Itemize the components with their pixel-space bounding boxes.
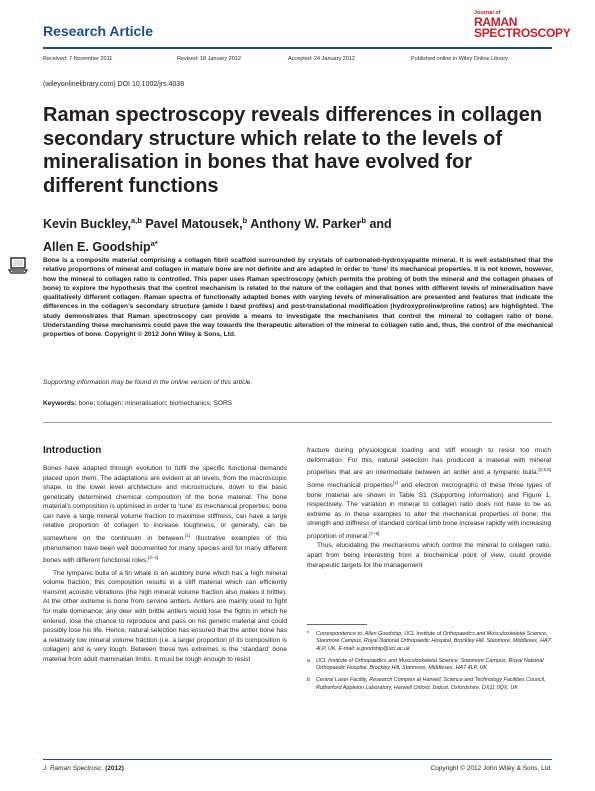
author-name[interactable]: Allen E. Goodship	[43, 240, 151, 255]
footnote-mark: b	[307, 677, 310, 684]
revised-date: Revised: 18 January 2012	[177, 56, 241, 62]
footnotes	[307, 631, 551, 697]
footnote-mark: *	[307, 631, 310, 637]
footnote-item	[307, 631, 551, 653]
footnote-text: UCL Institute of Orthopaedics and Musculoskeletal Science, Stanmore Campus, Royal National Orthopaedic Hospital, Brockley Hill, Stanmore, Middlesex, HA7 4LP, UK	[316, 657, 544, 672]
footer-copyright: Copyright © 2012 John Wiley & Sons, Ltd.	[430, 765, 552, 772]
citation-ref[interactable]: [1]	[392, 479, 398, 485]
body-paragraph: The tympanic bulla of a fin whale is an auditory bone which has a high mineral volume fraction; this composition results in a stiff material which can efficiently transmit acoustic vibrations (the high mineral volume fraction also makes it brittle). At the other extreme is bone from cervine antlers. Antlers are mainly used to fight for male dominance; any deer with brittle antlers would lose the fights in which he entered, lose the chance to reproduce and pass on his genetic material and could possibly lose his life. Hence, natural selection has ensured that the antler bone has a relatively low mineral volume fraction (i.e. a larger proportion of its composition is collagen) and is very tough. Between these two extremes is the ‘standard’ bone material from adult mammalian limbs. It must be tough enough to resist	[43, 569, 287, 663]
author-name[interactable]: Kevin Buckley,	[43, 217, 132, 232]
abstract: Bone is a composite material comprising a collagen fibril scaffold surrounded by crystals of carbonated-hydroxyapatite mineral. It is well established that the relative proportions of mineral and collagen in mature bone are not definite and are adapted in order to ‘tune’ its mechanical properties. It is not known, however, how the mineral to collagen ratio is controlled. This paper uses Raman spectroscopy (which permits the probing of both the mineral and the collagen phases of bone) to explore the hypothesis that the control mechanism is related to the nature of the collagen and that bones with different levels of mineralisation have qualitatively different collagen. Raman spectra of functionally adapted bones with varying levels of mineralisation are presented and features that indicate the differences in the collagen’s secondary structure (amide I band profiles) and post-translational modification (hydroxyproline/proline ratios) are highlighted. The study demonstrates that Raman spectroscopy can provide a means to investigate the mechanisms that control the mineral to collagen ratio of bone. Understanding these mechanisms could pave the way towards the therapeutic alteration of the mineral to collagen ratio and, thus, the control of the mechanical properties of bone. Copyright © 2012 John Wiley & Sons, Ltd.	[43, 257, 553, 339]
author-affiliation-mark: a*	[150, 239, 158, 249]
header-rule	[43, 47, 552, 49]
footer-journal-citation	[43, 765, 124, 772]
author-conjunction: and	[369, 217, 392, 232]
footnote-rule	[307, 624, 367, 625]
body-paragraph: Bones have adapted through evolution to fulfil the specific functional demands placed upon them. The adaptations are evident at all levels, from the macroscopic shape, to the lower level architecture and microstructure, down to the basic genetically determined chemical composition of the bone material. The bone material’s composition is optimised in order to ‘tune’ its mechanical properties; bone can have a large mineral volume fraction to maximise stiffness, can have a large relative proportion of collagen to increase toughness, or generally, can be somewhere on the continuum in between.[1] Illustrative examples of this phenomenon have been well documented for many species and for many different bones with different functional roles.[2–4]	[43, 465, 287, 565]
footnote-item	[307, 677, 551, 692]
author-affiliation-mark: a,b	[131, 216, 142, 225]
footnote-text: Central Laser Facility, Research Complex at Harwell, Science and Technology Facilities Council, Rutherford Appleton Laboratory, Harwell Oxford, Didcot, Oxfordshire, OX11 0QX, UK	[316, 677, 546, 691]
received-date: Received: 7 November 2011	[43, 56, 113, 62]
keywords-list: bone; collagen; mineralisation; biomechanics; SORS	[78, 400, 233, 407]
citation-ref[interactable]: [2,5,6]	[538, 467, 551, 473]
footnote-mark: a	[307, 657, 310, 664]
logo-line2: SPECTROSCOPY	[474, 26, 571, 40]
body-paragraph: Thus, elucidating the mechanisms which control the mineral to collagen ratio, apart from being interesting from a biochemical point of view, could provide therapeutic targets for the management	[307, 542, 551, 569]
footnote-item	[307, 658, 551, 673]
author-name[interactable]: Pavel Matousek,	[145, 217, 243, 232]
article-type-label: Research Article	[43, 23, 153, 39]
author-name[interactable]: Anthony W. Parker	[250, 217, 362, 232]
keywords	[43, 400, 232, 407]
article-title: Raman spectroscopy reveals differences in collagen secondary structure which relate to the levels of mineralisation in bones that have evolved for different functions	[43, 104, 543, 197]
keywords-label: Keywords:	[43, 400, 77, 407]
logo-journal-of: Journal of	[474, 10, 501, 16]
section-divider	[43, 422, 552, 423]
footer-rule	[43, 759, 552, 760]
author-affiliation-mark: b	[242, 216, 248, 225]
footnote-text: Correspondence to: Allen Goodship, UCL Institute of Orthopaedics and Musculoskeletal Science, Stanmore Campus, Royal National Orthopaedic Hospital, Brockley Hill, Stanmore, Middlesex, HA7 4LP, UK. E-mail: a.goodship@ucl.ac.uk	[316, 631, 551, 652]
citation-ref[interactable]: [7–9]	[369, 530, 380, 536]
body-paragraph: fracture during physiological loading and stiff enough to resist too much deformation. For this, natural selection has produced a material with mineral properties that are an intermediate between an antler and a tympanic bulla.[2,5,6] Some mechanical properties[1] and electron micrographs of these three types of bone material are shown in Table S1 (Supporting information) and Figure 1, respectively. The variation in mineral to collagen ratio does not have to be as extreme as in these examples to alter the mechanical properties of bone; the strength and stiffness of standard cortical limb bone increase rapidly with increasing proportion of mineral.[7–9]	[307, 447, 551, 540]
published-online: Published online in Wiley Online Library	[411, 56, 508, 62]
left-column	[43, 444, 287, 664]
citation-ref[interactable]: [2–4]	[148, 555, 159, 561]
accepted-date: Accepted: 24 January 2012	[288, 56, 355, 62]
section-heading: Introduction	[43, 445, 102, 456]
author-list	[43, 211, 543, 257]
logo-line1: RAMAN	[474, 15, 518, 29]
right-column	[307, 446, 551, 570]
computer-icon	[8, 257, 28, 274]
author-affiliation-mark: b	[361, 216, 366, 225]
supporting-info-note: Supporting information may be found in the online version of this article.	[43, 379, 253, 386]
citation-ref[interactable]: [1]	[185, 532, 191, 538]
doi-line[interactable]: (wileyonlinelibrary.com) DOI 10.1002/jrs.4038	[43, 81, 185, 88]
footer-journal-name: J. Raman Spectrosc.	[43, 765, 104, 772]
logo-journal-name	[474, 17, 570, 39]
footer-year: (2012)	[105, 765, 124, 772]
journal-logo	[474, 8, 571, 46]
